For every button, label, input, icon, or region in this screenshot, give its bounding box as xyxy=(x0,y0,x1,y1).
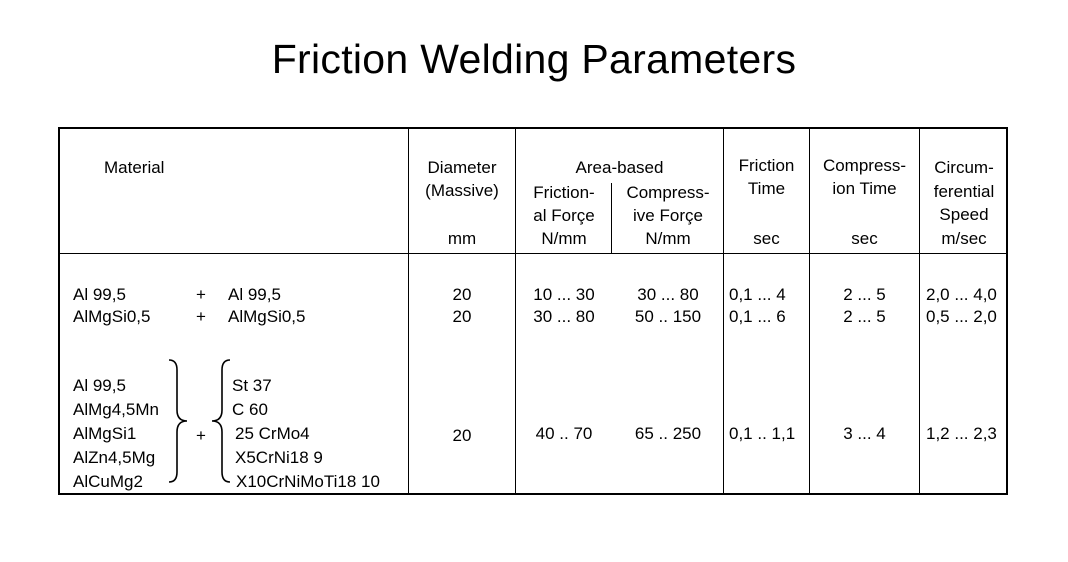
page-title: Friction Welding Parameters xyxy=(271,36,797,82)
plus-sign: + xyxy=(196,426,206,445)
header-friction-force-unit: N/mm xyxy=(541,229,587,248)
friction-time-value: 0,1 ... 4 xyxy=(729,285,786,304)
closing-brace xyxy=(167,358,189,484)
material-right: X10CrNiMoTi18 10 xyxy=(236,472,380,491)
material-left: Al 99,5 xyxy=(73,285,126,304)
header-divider xyxy=(60,253,1006,254)
friction-force-value: 40 .. 70 xyxy=(535,424,593,443)
opening-brace xyxy=(210,358,232,484)
header-friction-time-line2: Time xyxy=(747,179,786,198)
header-compression-time-line2: ion Time xyxy=(832,179,897,198)
friction-time-value: 0,1 ... 6 xyxy=(729,307,786,326)
header-diameter-line2: (Massive) xyxy=(425,181,499,200)
diameter-value: 20 xyxy=(452,285,472,304)
header-friction-force-line2: al Forçe xyxy=(533,206,595,225)
material-right: AlMgSi0,5 xyxy=(228,307,306,326)
header-friction-time-line1: Friction xyxy=(738,156,795,175)
header-compress-force-line1: Compress- xyxy=(626,183,710,202)
material-right: C 60 xyxy=(232,400,268,419)
material-left: AlMgSi1 xyxy=(73,424,137,443)
diameter-value: 20 xyxy=(452,426,472,445)
compression-time-value: 2 ... 5 xyxy=(843,307,886,326)
header-friction-time-unit: sec xyxy=(753,229,780,248)
compress-force-value: 65 .. 250 xyxy=(634,424,702,443)
friction-force-value: 30 ... 80 xyxy=(533,307,595,326)
material-left: AlMgSi0,5 xyxy=(73,307,151,326)
subcolumn-divider xyxy=(611,183,612,253)
compress-force-value: 30 ... 80 xyxy=(637,285,699,304)
header-speed-line2: ferential xyxy=(933,182,995,201)
material-left: AlCuMg2 xyxy=(73,472,143,491)
compression-time-value: 2 ... 5 xyxy=(843,285,886,304)
header-compress-force-line2: ive Forçe xyxy=(633,206,703,225)
header-speed-line3: Speed xyxy=(939,205,989,224)
compression-time-value: 3 ... 4 xyxy=(843,424,886,443)
material-right: St 37 xyxy=(232,376,272,395)
speed-value: 2,0 ... 4,0 xyxy=(926,285,997,304)
header-area-based: Area-based xyxy=(575,158,664,177)
material-right: Al 99,5 xyxy=(228,285,281,304)
header-compression-time-unit: sec xyxy=(851,229,878,248)
plus-sign: + xyxy=(196,307,206,326)
parameters-table xyxy=(58,127,1008,495)
header-speed-unit: m/sec xyxy=(941,229,987,248)
material-right: X5CrNi18 9 xyxy=(235,448,323,467)
header-compress-force-unit: N/mm xyxy=(645,229,691,248)
friction-force-value: 10 ... 30 xyxy=(533,285,595,304)
material-left: AlZn4,5Mg xyxy=(73,448,156,467)
diameter-value: 20 xyxy=(452,307,472,326)
speed-value: 0,5 ... 2,0 xyxy=(926,307,997,326)
header-friction-force-line1: Friction- xyxy=(533,183,595,202)
material-right: 25 CrMo4 xyxy=(235,424,310,443)
header-speed-line1: Circum- xyxy=(934,158,994,177)
column-divider xyxy=(515,129,516,493)
friction-time-value: 0,1 .. 1,1 xyxy=(729,424,796,443)
header-compression-time-line1: Compress- xyxy=(822,156,907,175)
header-material: Material xyxy=(104,158,165,177)
header-diameter-unit: mm xyxy=(447,229,477,248)
header-diameter-line1: Diameter xyxy=(427,158,497,177)
material-left: AlMg4,5Mn xyxy=(73,400,159,419)
compress-force-value: 50 .. 150 xyxy=(634,307,702,326)
speed-value: 1,2 ... 2,3 xyxy=(926,424,997,443)
plus-sign: + xyxy=(196,285,206,304)
material-left: Al 99,5 xyxy=(73,376,126,395)
